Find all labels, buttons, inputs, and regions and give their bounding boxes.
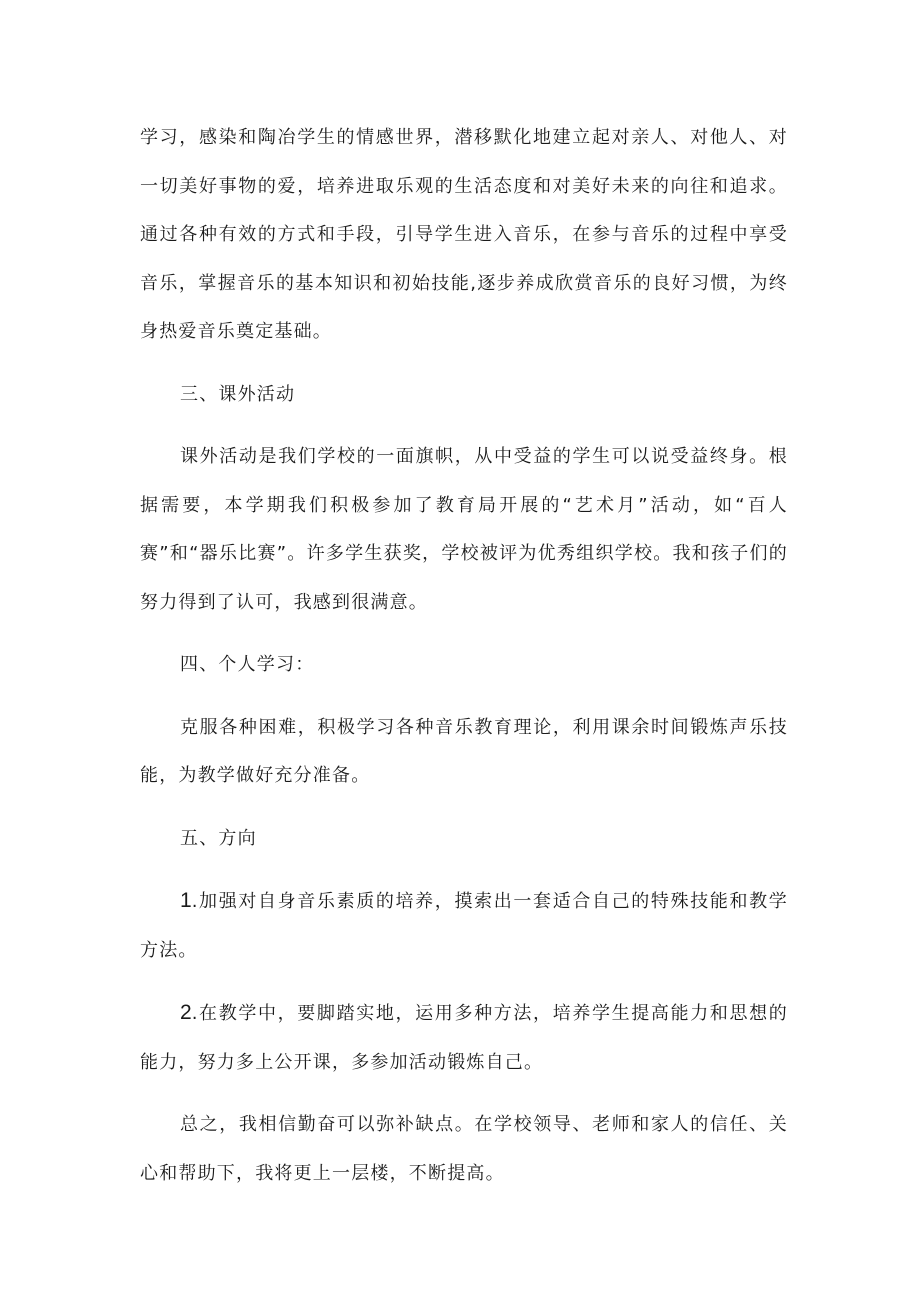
list-item — [140, 877, 788, 975]
list-item-text: .加强对自身音乐素质的培养，摸索出一套适合自己的特殊技能和教学方法。 — [140, 891, 788, 961]
conclusion-paragraph: 总之，我相信勤奋可以弥补缺点。在学校领导、老师和家人的信任、关心和帮助下，我将更上一层楼，不断提高。 — [140, 1114, 788, 1184]
list-item-number: 2 — [180, 1001, 192, 1024]
section-4-body: 克服各种困难，积极学习各种音乐教育理论，利用课余时间锻炼声乐技能，为教学做好充分准备。 — [140, 716, 788, 786]
document-page — [140, 114, 788, 1212]
list-item-number: 1 — [180, 889, 192, 912]
section-3-heading: 三、课外活动 — [180, 383, 296, 405]
section-3-body: 课外活动是我们学校的一面旗帜，从中受益的学生可以说受益终身。根据需要，本学期我们积极参加了教育局开展的“艺术月”活动，如“百人赛”和“器乐比赛”。许多学生获奖，学校被评为优秀组织学校。我和孩子们的努力得到了认可，我感到很满意。 — [140, 446, 788, 613]
section-5-heading: 五、方向 — [180, 827, 257, 849]
list-item-text: .在教学中，要脚踏实地，运用多种方法，培养学生提高能力和思想的能力，努力多上公开课，多参加活动锻炼自己。 — [140, 1003, 788, 1073]
list-item — [140, 989, 788, 1087]
section-4-heading: 四、个人学习： — [180, 654, 315, 675]
intro-paragraph: 学习，感染和陶冶学生的情感世界，潜移默化地建立起对亲人、对他人、对一切美好事物的爱，培养进取乐观的生活态度和对美好未来的向往和追求。通过各种有效的方式和手段，引导学生进入音乐，在参与音乐的过程中享受音乐，掌握音乐的基本知识和初始技能,逐步养成欣赏音乐的良好习惯，为终身热爱音乐奠定基础。 — [140, 127, 788, 342]
